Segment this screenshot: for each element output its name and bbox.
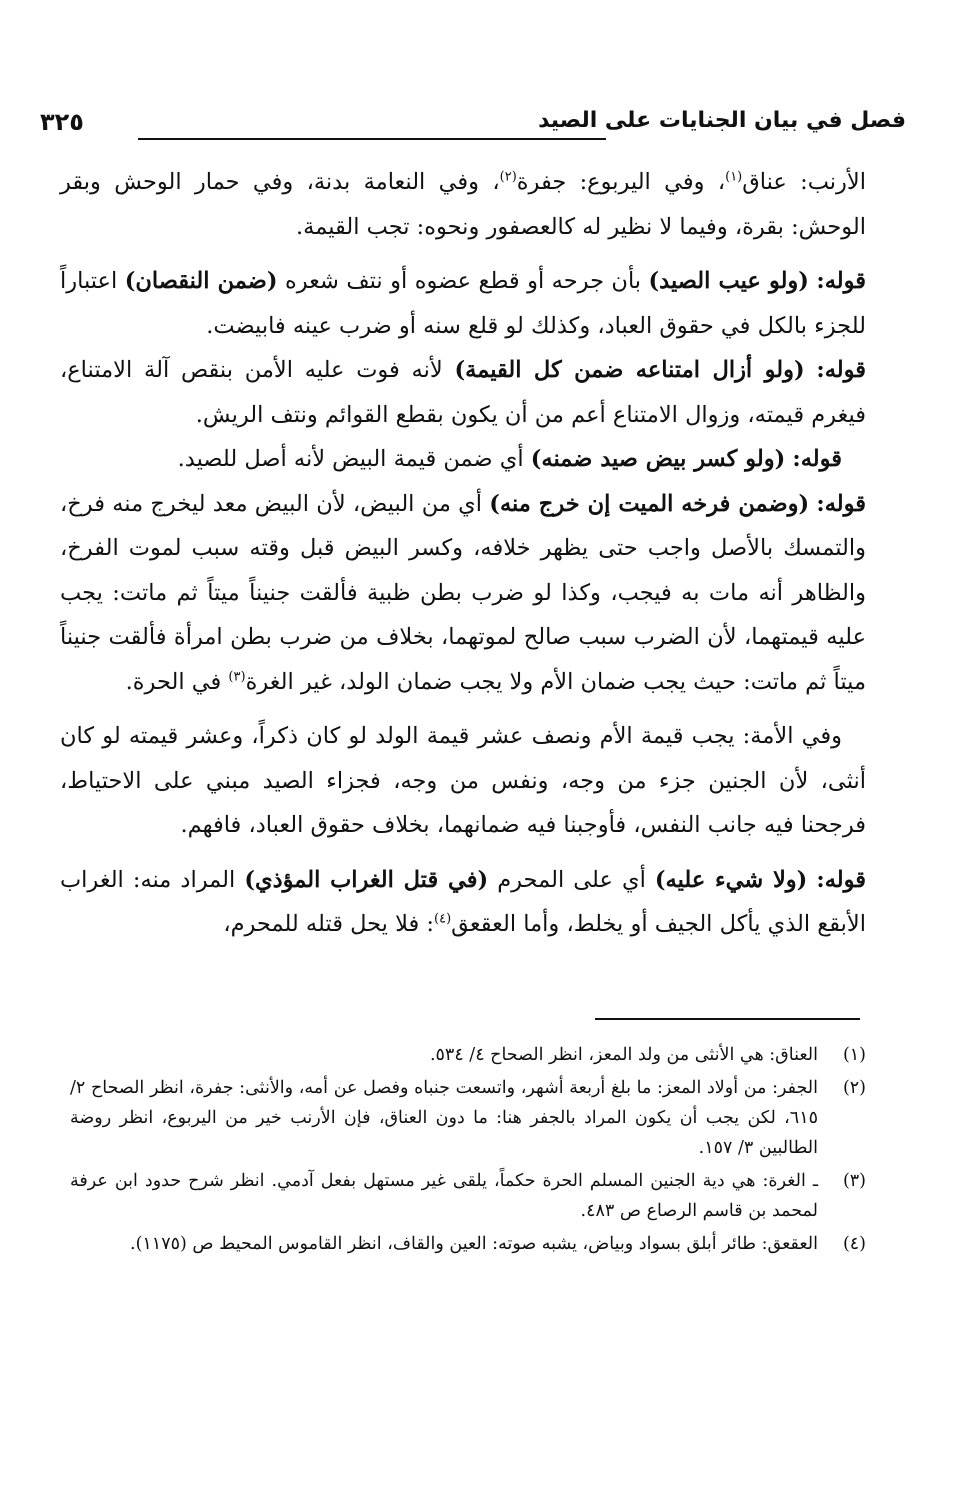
footnote-text: العناق: هي الأنثى من ولد المعز، انظر الصحاح ٤/ ٥٣٤. xyxy=(429,1045,818,1065)
paragraph-text: المراد منه: الغراب الأبقع الذي يأكل الجيف أو يخلط، وأما العقعق xyxy=(60,866,866,937)
paragraph-text: أي من البيض، لأن البيض معد ليخرج منه فرخ، والتمسك بالأصل واجب حتى يظهر خلافه، وكسر البيض قبل وقته سبب لموت الفرخ، والظاهر أنه مات به فيجب، وكذا لو ضرب بطن ظبية فألقت جنيناً ميتاً ثم ماتت: يجب عليه قيمتهما، لأن الضرب سبب صالح لموتهما، بخلاف من ضرب بطن امرأة فألقت جنيناً ميتاً ثم ماتت: حيث يجب ضمان الأم ولا يجب ضمان الولد، غير الغرة xyxy=(60,490,866,695)
footnote-number: (٣) xyxy=(842,1171,866,1191)
footnote-text: ـ الغرة: هي دية الجنين المسلم الحرة حكماً، يلقى غير مستهل بفعل آدمي. انظر شرح حدود ابن عرفة لمحمد بن قاسم الرصاع ص ٤٨٣. xyxy=(70,1171,818,1221)
footnote-2 xyxy=(70,1073,866,1163)
matn-quote: (وضمن فرخه الميت إن خرج منه) xyxy=(489,490,810,517)
footnotes xyxy=(70,1040,866,1262)
matn-quote: (في قتل الغراب المؤذي) xyxy=(244,866,489,893)
footnote-number: (٢) xyxy=(842,1078,866,1098)
matn-quote: (ولو كسر بيض صيد ضمنه) xyxy=(530,446,786,472)
page-number: ٣٢٥ xyxy=(40,108,84,136)
paragraph-text: أي على المحرم xyxy=(488,866,655,893)
footnote-ref: (٤) xyxy=(434,911,452,927)
paragraph-3 xyxy=(60,348,866,437)
matn-quote: (ضمن النقصان) xyxy=(124,268,278,294)
footnote-ref: (٢) xyxy=(499,169,517,185)
paragraph-text: اعتباراً للجزء بالكل في حقوق العباد، وكذلك لو قلع سنه أو ضرب عينه فابيضت. xyxy=(60,268,866,339)
main-text xyxy=(60,160,866,957)
footnote-separator xyxy=(595,1018,860,1020)
qawluhu-keyword: قوله: xyxy=(816,866,866,893)
matn-quote: (ولو عيب الصيد) xyxy=(648,268,809,294)
qawluhu-keyword: قوله: xyxy=(816,490,867,517)
matn-quote: (ولو أزال امتناعه ضمن كل القيمة) xyxy=(454,357,805,383)
running-title: فصل في بيان الجنايات على الصيد xyxy=(538,108,906,133)
paragraph-2 xyxy=(60,259,866,348)
footnote-ref: (١) xyxy=(725,169,743,185)
footnote-ref: (٣) xyxy=(228,669,246,684)
footnote-number: (٤) xyxy=(842,1234,866,1254)
paragraph-text: ، وفي اليربوع: جفرة xyxy=(516,169,726,195)
qawluhu-keyword: قوله: xyxy=(816,268,866,294)
paragraph-7 xyxy=(60,858,866,947)
footnote-text: العقعق: طائر أبلق بسواد وبياض، يشبه صوته: العين والقاف، انظر القاموس المحيط ص (١١٧٥). xyxy=(130,1234,818,1254)
paragraph-text: أي ضمن قيمة البيض لأنه أصل للصيد. xyxy=(177,446,531,472)
footnote-1 xyxy=(70,1040,866,1070)
paragraph-text: وفي الأمة: يجب قيمة الأم ونصف عشر قيمة الولد لو كان ذكراً، وعشر قيمته لو كان أنثى، لأن الجنين جزء من وجه، ونفس من وجه، فجزاء الصيد مبني على الاحتياط، فرجحنا فيه جانب النفس، فأوجبنا فيه ضمانهما، بخلاف حقوق العباد، فافهم. xyxy=(60,723,866,838)
paragraph-4 xyxy=(60,437,866,482)
matn-quote: (ولا شيء عليه) xyxy=(654,866,808,893)
footnote-3 xyxy=(70,1166,866,1226)
qawluhu-keyword: قوله: xyxy=(792,446,842,472)
header-rule xyxy=(138,138,606,140)
footnote-number: (١) xyxy=(842,1045,866,1065)
footnote-text: الجفر: من أولاد المعز: ما بلغ أربعة أشهر، واتسعت جنباه وفصل عن أمه، والأنثى: جفرة، انظر الصحاح ٢/ ٦١٥، لكن يجب أن يكون المراد بالجفر هنا: ما دون العناق، فإن الأرنب خير من اليربوع، انظر روضة الطالبين ٣/ ١٥٧. xyxy=(70,1078,818,1158)
paragraph-text: بأن جرحه أو قطع عضوه أو نتف شعره xyxy=(277,268,649,294)
paragraph-5 xyxy=(60,482,866,705)
footnote-4 xyxy=(70,1229,866,1259)
paragraph-text: الأرنب: عناق xyxy=(742,169,866,195)
paragraph-text: في الحرة. xyxy=(125,668,229,695)
paragraph-text: لأنه فوت عليه الأمن بنقص آلة الامتناع، فيغرم قيمته، وزوال الامتناع أعم من أن يكون بقطع القوائم ونتف الريش. xyxy=(60,357,866,428)
paragraph-1 xyxy=(60,160,866,249)
page-header xyxy=(40,108,906,148)
paragraph-6 xyxy=(60,714,866,848)
paragraph-text: ، وفي النعامة بدنة، وفي حمار الوحش وبقر الوحش: بقرة، وفيما لا نظير له كالعصفور ونحوه: تجب القيمة. xyxy=(60,169,866,240)
paragraph-text: : فلا يحل قتله للمحرم، xyxy=(223,911,435,937)
qawluhu-keyword: قوله: xyxy=(816,357,866,383)
